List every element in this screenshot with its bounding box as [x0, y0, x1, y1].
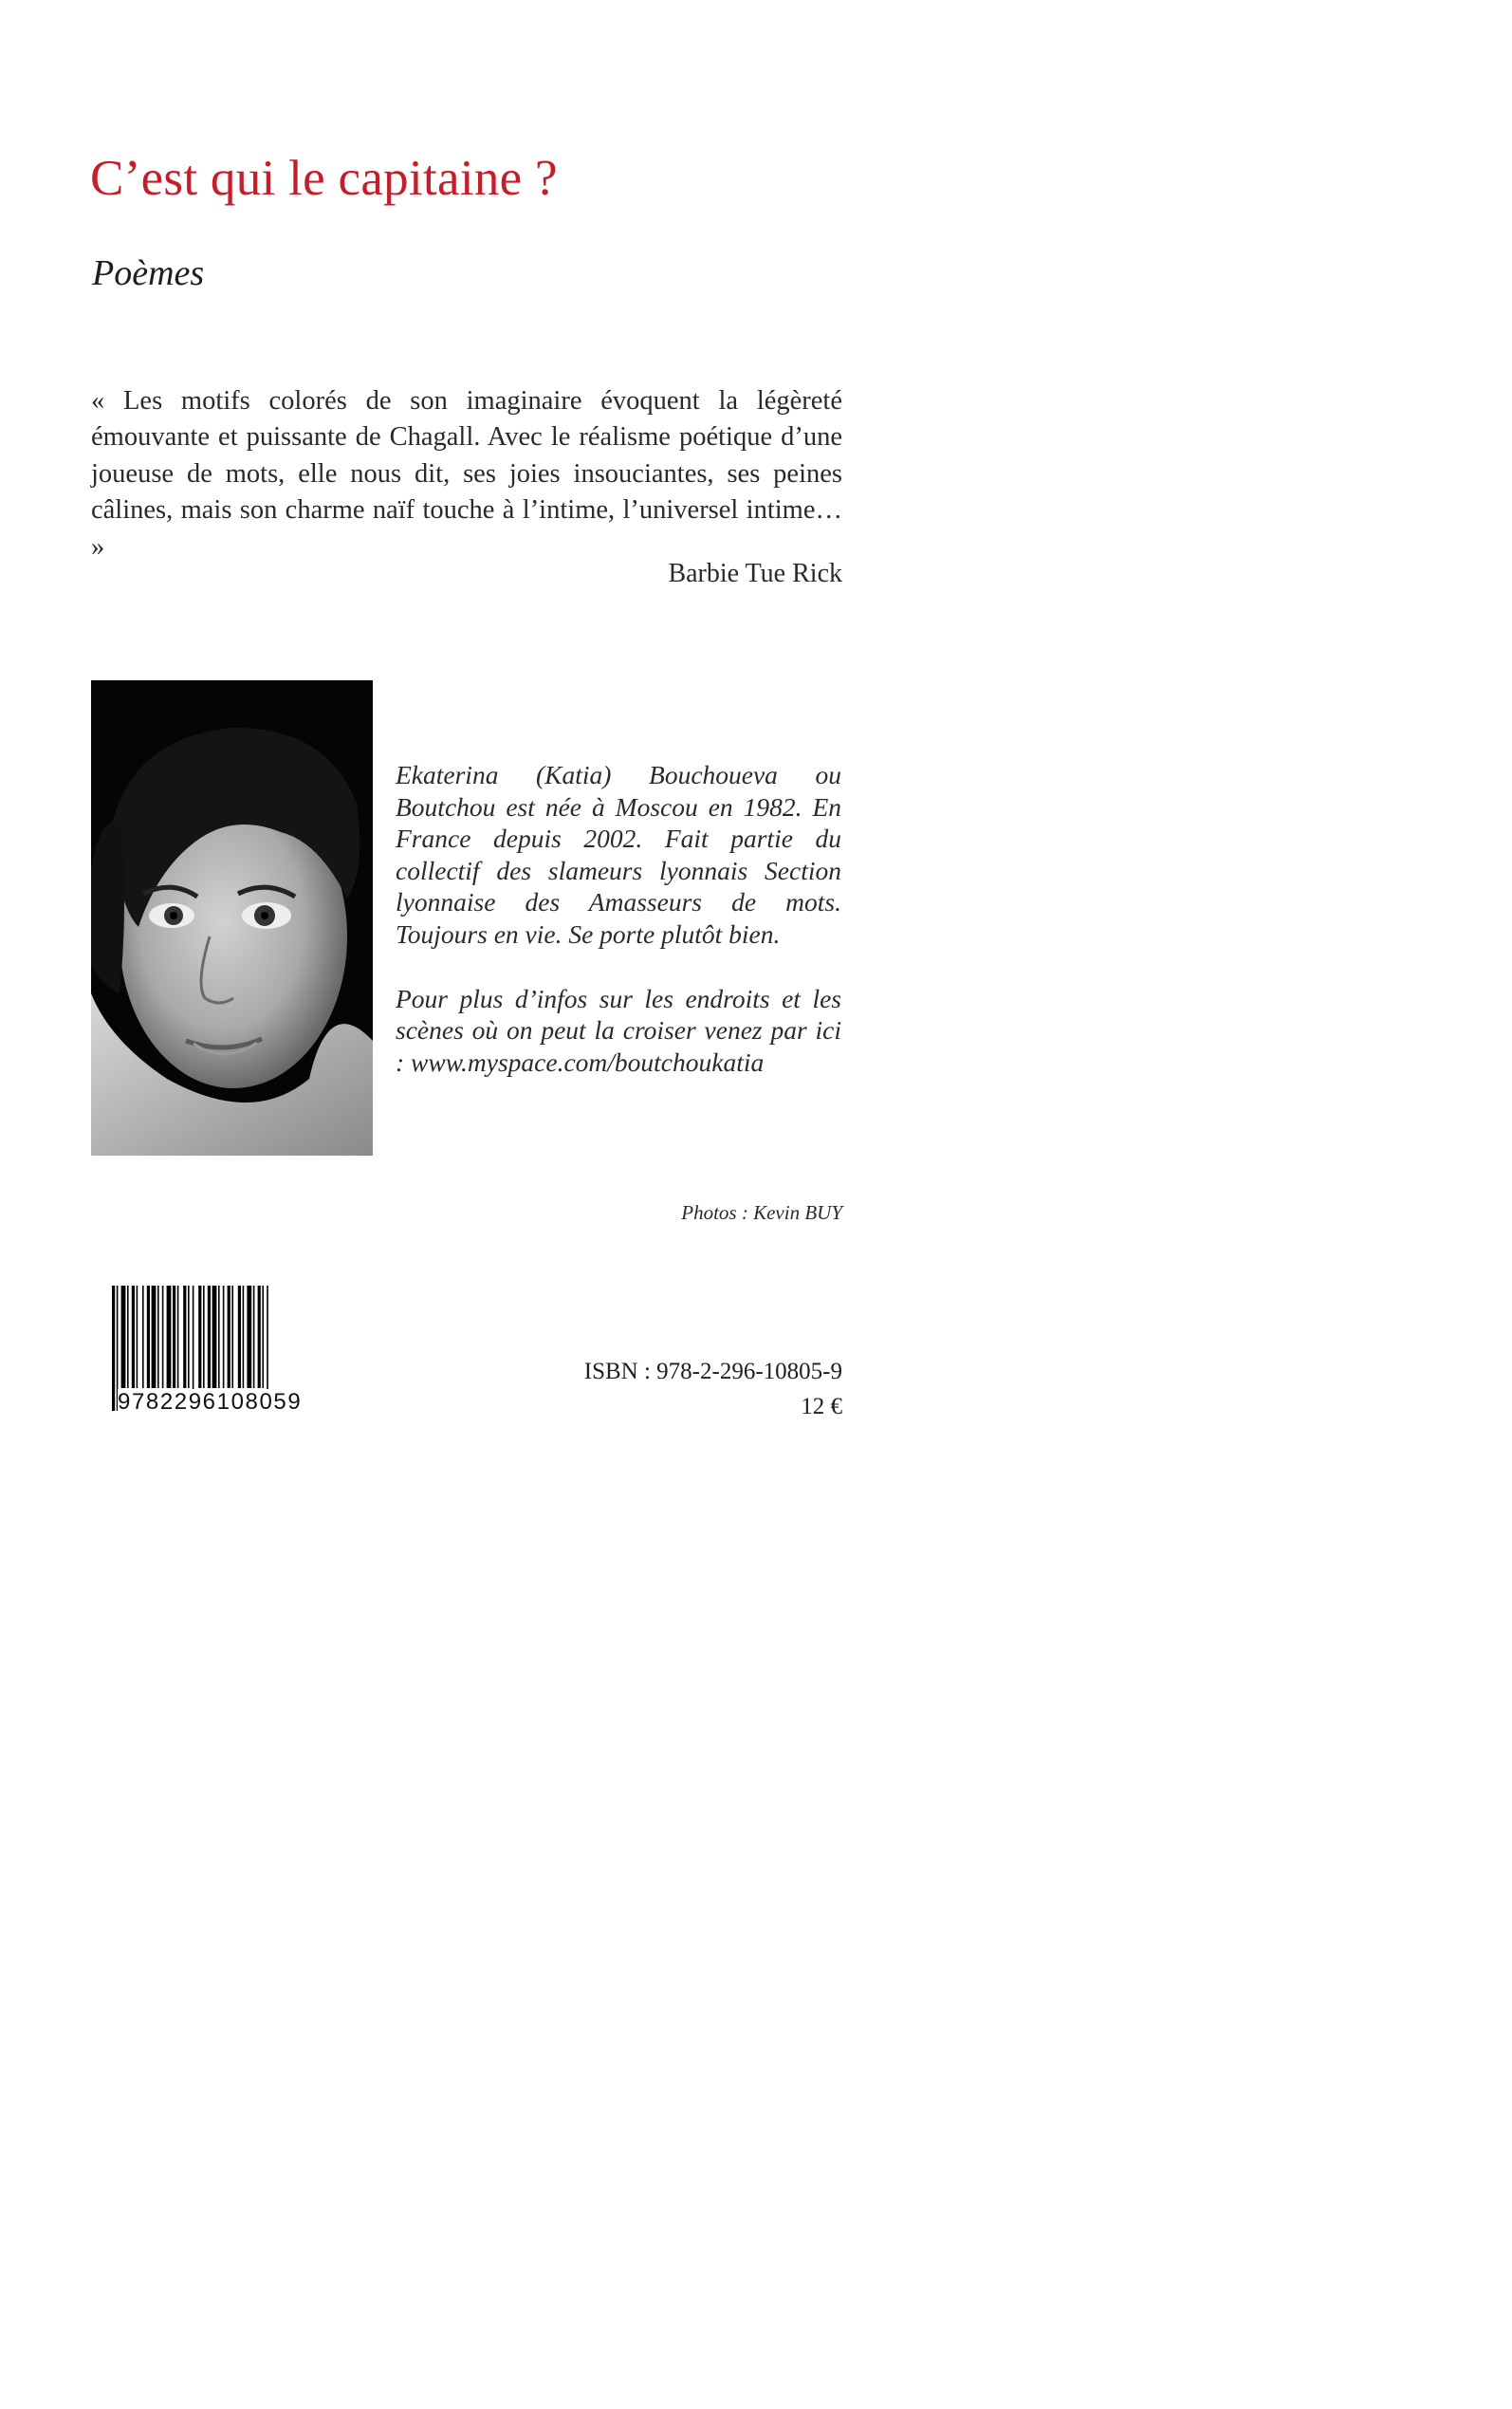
barcode-bar [253, 1286, 255, 1388]
photo-credit: Photos : Kevin BUY [681, 1201, 842, 1224]
barcode-bar [132, 1286, 135, 1388]
barcode-bar [142, 1286, 144, 1388]
barcode-bar [137, 1286, 138, 1388]
barcode-bar [203, 1286, 205, 1388]
barcode-bar [243, 1286, 245, 1388]
barcode-bar [208, 1286, 211, 1388]
price: 12 € [801, 1394, 842, 1419]
barcode-bar [223, 1286, 225, 1388]
barcode-bar [157, 1286, 159, 1388]
barcode-bar [162, 1286, 164, 1388]
isbn: ISBN : 978-2-296-10805-9 [583, 1359, 842, 1384]
author-bio [396, 759, 841, 1110]
barcode-bar [147, 1286, 150, 1388]
barcode-bar [152, 1286, 157, 1388]
bio-paragraph: Ekaterina (Katia) Bouchoueva ou Boutchou est née à Moscou en 1982. En France depuis 2002. Fait partie du collectif des slameurs lyonnais Section lyonnaise des Amasseurs de mots. Toujours en vie. Se porte plutôt bien. [396, 760, 841, 949]
barcode-bar [247, 1286, 251, 1388]
barcode-bar [258, 1286, 261, 1388]
barcode-bar [228, 1286, 230, 1388]
barcode-bar [188, 1286, 190, 1388]
blurb-quote: « Les motifs colorés de son imaginaire évoquent la légèreté émouvante et puissante de Chagall. Avec le réalisme poétique d’une joueuse de mots, elle nous dit, ses joies insouciantes, ses peines câlines, mais son charme naïf touche à l’intime, l’universel intime… » [91, 386, 842, 562]
barcode-bar [167, 1286, 172, 1388]
barcode-bar [262, 1286, 264, 1388]
barcode-bar [231, 1286, 233, 1388]
book-subtitle: Poèmes [92, 253, 205, 293]
barcode-bar [177, 1286, 179, 1388]
barcode-bar [173, 1286, 175, 1388]
barcode-number: 9782296108059 [118, 1389, 317, 1416]
bio-paragraph-links: Pour plus d’infos sur les endroits et les scènes où on peut la croiser venez par ici : www.myspace.com/boutchoukatia [396, 983, 841, 1077]
barcode-bar [112, 1286, 115, 1411]
barcode-bar [183, 1286, 186, 1388]
barcode-bar [121, 1286, 126, 1388]
barcode-bar [238, 1286, 241, 1388]
book-title: C’est qui le capitaine ? [90, 151, 558, 206]
barcode-bar [198, 1286, 201, 1388]
barcode-bar [212, 1286, 217, 1388]
barcode-bar [218, 1286, 220, 1388]
author-photo [91, 680, 373, 1156]
barcode-bar [127, 1286, 129, 1388]
quote-author: Barbie Tue Rick [668, 559, 842, 588]
